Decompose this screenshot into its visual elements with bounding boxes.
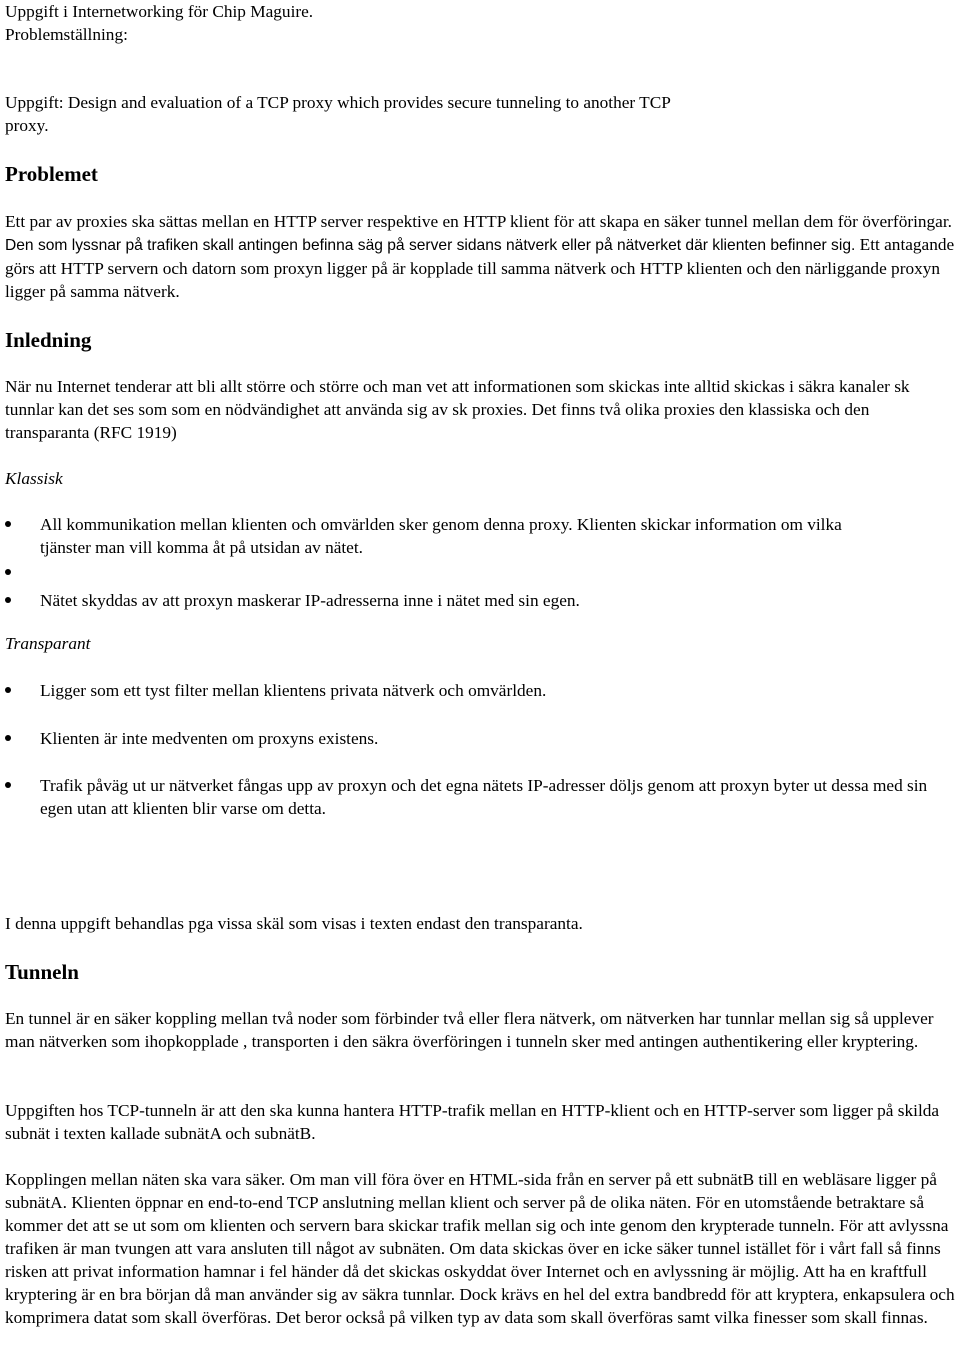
problemet-text-part3: Ett antagande görs att HTTP servern och datorn som proxyn ligger på är kopplade till samma nätverk och HTTP klienten och den närliggande proxyn ligger på samma nätverk. [5, 235, 955, 301]
problemet-paragraph [5, 210, 957, 303]
list-item [5, 561, 895, 589]
bullet-icon [5, 782, 11, 788]
list-item [5, 774, 930, 820]
list-item-text: Klienten är inte medventen om proxyns existens. [40, 729, 379, 748]
bullet-icon [5, 597, 11, 603]
klassisk-list [5, 513, 895, 612]
heading-klassisk: Klassisk [5, 469, 63, 488]
tunneln-paragraph-1: En tunnel är en säker koppling mellan två noder som förbinder två eller flera nätverk, om nätverken har tunnlar mellan sig så upplever man nätverken som ihopkopplade , transporten i den säkra överföringen i tunneln sker med antingen authentikering eller kryptering. [5, 1009, 934, 1051]
list-item [5, 589, 895, 612]
list-item-text: All kommunikation mellan klienten och omvärlden sker genom denna proxy. Klienten skickar information om vilka tjänster man vill komma åt på utsidan av nätet. [40, 515, 842, 557]
bullet-icon [5, 735, 11, 741]
document-title: Uppgift i Internetworking för Chip Maguire. [5, 2, 314, 21]
bullet-icon [5, 569, 11, 575]
heading-inledning: Inledning [5, 328, 92, 352]
list-item [5, 727, 930, 774]
problemet-text-part2: Den som lyssnar på trafiken skall antingen befinna säg på server sidans nätverk eller på nätverket där klienten befinner sig. [5, 237, 856, 254]
list-item-text: Ligger som ett tyst filter mellan klientens privata nätverk och omvärlden. [40, 681, 547, 700]
list-item-text: Nätet skyddas av att proxyn maskerar IP-adresserna inne i nätet med sin egen. [40, 591, 580, 610]
bullet-icon [5, 521, 11, 527]
inledning-paragraph: När nu Internet tenderar att bli allt större och större och man vet att informationen som skickas inte alltid skickas i säkra kanaler sk tunnlar kan det ses som som en nödvändighet att använda sig av sk proxies. Det finns två olika proxies den klassiska och den transparanta (RFC 1919) [5, 377, 910, 442]
problem-statement-label: Problemställning: [5, 25, 128, 44]
heading-problemet: Problemet [5, 162, 98, 186]
list-item [5, 513, 895, 561]
bullet-icon [5, 687, 11, 693]
list-item [5, 679, 930, 727]
assignment-text: Uppgift: Design and evaluation of a TCP proxy which provides secure tunneling to another TCP proxy. [5, 93, 671, 135]
scope-text: I denna uppgift behandlas pga vissa skäl som visas i texten endast den transparanta. [5, 914, 583, 933]
list-item-text: Trafik påväg ut ur nätverket fångas upp av proxyn och det egna nätets IP-adresser döljs genom att proxyn byter ut dessa med sin egen utan att klienten blir varse om detta. [40, 776, 928, 818]
tunneln-paragraph-2: Uppgiften hos TCP-tunneln är att den ska kunna hantera HTTP-trafik mellan en HTTP-klient och en HTTP-server som ligger på skilda subnät i texten kallade subnätA och subnätB. [5, 1101, 940, 1143]
tunneln-paragraph-3: Kopplingen mellan näten ska vara säker. Om man vill föra över en HTML-sida från en server på ett subnätB till en webläsare ligger på subnätA. Klienten öppnar en end-to-end TCP anslutning mellan klient och server på de olika näten. För en utomstående betraktare så kommer det att se ut som om klienten och servern bara skickar trafik mellan sig och inte genom den krypterade tunneln. För att avlyssna trafiken är man tvungen att vara ansluten till något av subnäten. Om data skickas över en icke säker tunnel istället för i vårt fall så finns risken att privat information hamnar i fel händer då det skickas oskyddat över Internet och en avlyssning är möjlig. Att ha en kraftfull kryptering är en bra början då man använder sig av säkra tunnlar. Dock krävs en hel del extra bandbredd för att kryptera, enkapsulera och komprimera datat som skall överföras. Det beror också på vilken typ av data som skall överföras samt vilka finesser som skall finnas. [5, 1170, 955, 1327]
problemet-text-part1: Ett par av proxies ska sättas mellan en HTTP server respektive en HTTP klient för att skapa en säker tunnel mellan dem för överföringar. [5, 212, 952, 231]
heading-tunneln: Tunneln [5, 960, 79, 984]
transparant-list [5, 679, 930, 820]
heading-transparant: Transparant [5, 634, 91, 653]
